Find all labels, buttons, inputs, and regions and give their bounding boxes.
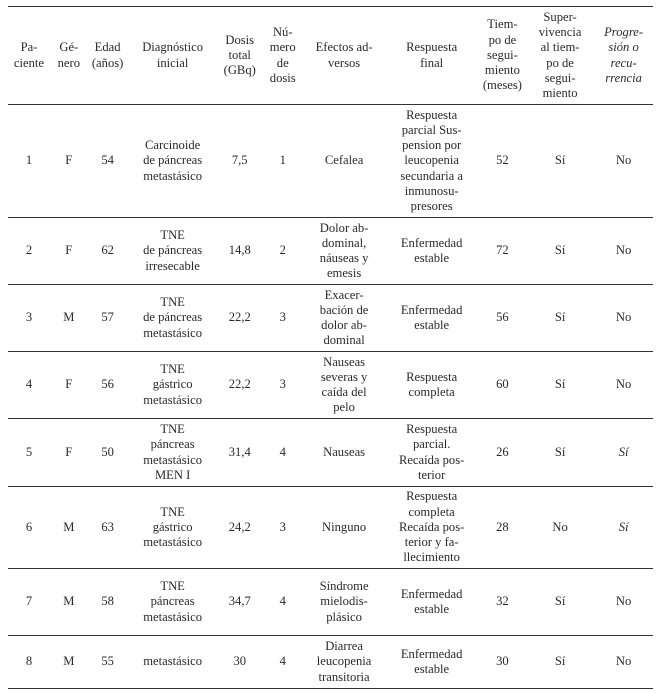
cell-survival: Sí (526, 218, 594, 285)
cell-progression: Sí (594, 419, 653, 487)
cell-diagnosis: TNE gástrico metastásico (128, 487, 218, 569)
cell-total-dose: 22,2 (218, 285, 262, 352)
cell-adverse-effects: Exacer- bación de dolor ab- dominal (304, 285, 385, 352)
cell-diagnosis: TNE de páncreas irresecable (128, 218, 218, 285)
cell-total-dose: 24,2 (218, 487, 262, 569)
cell-progression: No (594, 352, 653, 419)
cell-final-response: Respuesta parcial. Recaída pos- terior (384, 419, 478, 487)
cell-survival: Sí (526, 352, 594, 419)
table-row (8, 352, 653, 419)
patients-table (8, 6, 653, 689)
cell-followup-time: 32 (479, 569, 526, 636)
cell-followup-time: 52 (479, 105, 526, 218)
header-progression: Progre- sión o recu- rrencia (594, 7, 653, 105)
table-row (8, 218, 653, 285)
cell-gender: F (50, 218, 88, 285)
cell-patient: 5 (8, 419, 50, 487)
header-age: Edad (años) (88, 7, 128, 105)
cell-followup-time: 60 (479, 352, 526, 419)
cell-gender: F (50, 352, 88, 419)
cell-dose-count: 3 (262, 352, 304, 419)
cell-gender: F (50, 419, 88, 487)
cell-followup-time: 28 (479, 487, 526, 569)
cell-survival: Sí (526, 636, 594, 689)
cell-survival: No (526, 487, 594, 569)
cell-final-response: Respuesta parcial Sus- pension por leucopenia secundaria a inmunosu- presores (384, 105, 478, 218)
cell-progression: No (594, 636, 653, 689)
cell-age: 56 (88, 352, 128, 419)
cell-total-dose: 30 (218, 636, 262, 689)
cell-progression: No (594, 569, 653, 636)
cell-total-dose: 14,8 (218, 218, 262, 285)
cell-adverse-effects: Dolor ab- dominal, náuseas y emesis (304, 218, 385, 285)
cell-final-response: Respuesta completa (384, 352, 478, 419)
cell-survival: Sí (526, 419, 594, 487)
cell-final-response: Enfermedad estable (384, 636, 478, 689)
cell-total-dose: 22,2 (218, 352, 262, 419)
cell-progression: No (594, 105, 653, 218)
cell-diagnosis: TNE gástrico metastásico (128, 352, 218, 419)
cell-final-response: Enfermedad estable (384, 569, 478, 636)
cell-diagnosis: TNE de páncreas metastásico (128, 285, 218, 352)
header-adverse-effects: Efectos ad- versos (304, 7, 385, 105)
table-row (8, 105, 653, 218)
cell-age: 50 (88, 419, 128, 487)
cell-age: 55 (88, 636, 128, 689)
cell-survival: Sí (526, 105, 594, 218)
cell-adverse-effects: Ninguno (304, 487, 385, 569)
cell-diagnosis: Carcinoide de páncreas metastásico (128, 105, 218, 218)
cell-adverse-effects: Diarrea leucopenia transitoria (304, 636, 385, 689)
cell-diagnosis: TNE páncreas metastásico (128, 569, 218, 636)
cell-progression: No (594, 285, 653, 352)
cell-dose-count: 4 (262, 419, 304, 487)
cell-followup-time: 30 (479, 636, 526, 689)
cell-adverse-effects: Cefalea (304, 105, 385, 218)
header-survival: Super- vivencia al tiem- po de segui- miento (526, 7, 594, 105)
header-total-dose: Dosis total (GBq) (218, 7, 262, 105)
cell-total-dose: 31,4 (218, 419, 262, 487)
cell-patient: 4 (8, 352, 50, 419)
cell-dose-count: 3 (262, 285, 304, 352)
cell-dose-count: 4 (262, 569, 304, 636)
table-row (8, 285, 653, 352)
cell-adverse-effects: Síndrome mielodis- plásico (304, 569, 385, 636)
header-patient: Pa- ciente (8, 7, 50, 105)
header-final-response: Respuesta final (384, 7, 478, 105)
cell-age: 62 (88, 218, 128, 285)
cell-final-response: Respuesta completa Recaída pos- terior y fa- llecimiento (384, 487, 478, 569)
header-followup-time: Tiem- po de segui- miento (meses) (479, 7, 526, 105)
cell-dose-count: 3 (262, 487, 304, 569)
cell-patient: 2 (8, 218, 50, 285)
cell-patient: 3 (8, 285, 50, 352)
cell-age: 54 (88, 105, 128, 218)
cell-gender: M (50, 487, 88, 569)
cell-final-response: Enfermedad estable (384, 218, 478, 285)
cell-total-dose: 7,5 (218, 105, 262, 218)
header-diagnosis: Diagnóstico inicial (128, 7, 218, 105)
cell-patient: 6 (8, 487, 50, 569)
table-row (8, 569, 653, 636)
cell-survival: Sí (526, 569, 594, 636)
table-row (8, 487, 653, 569)
cell-followup-time: 26 (479, 419, 526, 487)
cell-dose-count: 2 (262, 218, 304, 285)
cell-gender: F (50, 105, 88, 218)
cell-final-response: Enfermedad estable (384, 285, 478, 352)
cell-gender: M (50, 636, 88, 689)
cell-survival: Sí (526, 285, 594, 352)
cell-adverse-effects: Nauseas (304, 419, 385, 487)
cell-adverse-effects: Nauseas severas y caída del pelo (304, 352, 385, 419)
cell-diagnosis: metastásico (128, 636, 218, 689)
cell-followup-time: 56 (479, 285, 526, 352)
document-page (8, 6, 653, 689)
cell-followup-time: 72 (479, 218, 526, 285)
cell-gender: M (50, 285, 88, 352)
cell-dose-count: 1 (262, 105, 304, 218)
cell-age: 58 (88, 569, 128, 636)
table-row (8, 419, 653, 487)
header-dose-count: Nú- mero de dosis (262, 7, 304, 105)
cell-patient: 7 (8, 569, 50, 636)
cell-gender: M (50, 569, 88, 636)
cell-patient: 8 (8, 636, 50, 689)
cell-progression: No (594, 218, 653, 285)
cell-progression: Sí (594, 487, 653, 569)
table-row (8, 636, 653, 689)
cell-age: 57 (88, 285, 128, 352)
header-row (8, 7, 653, 105)
cell-dose-count: 4 (262, 636, 304, 689)
cell-age: 63 (88, 487, 128, 569)
cell-patient: 1 (8, 105, 50, 218)
cell-total-dose: 34,7 (218, 569, 262, 636)
cell-diagnosis: TNE páncreas metastásico MEN I (128, 419, 218, 487)
header-gender: Gé- nero (50, 7, 88, 105)
